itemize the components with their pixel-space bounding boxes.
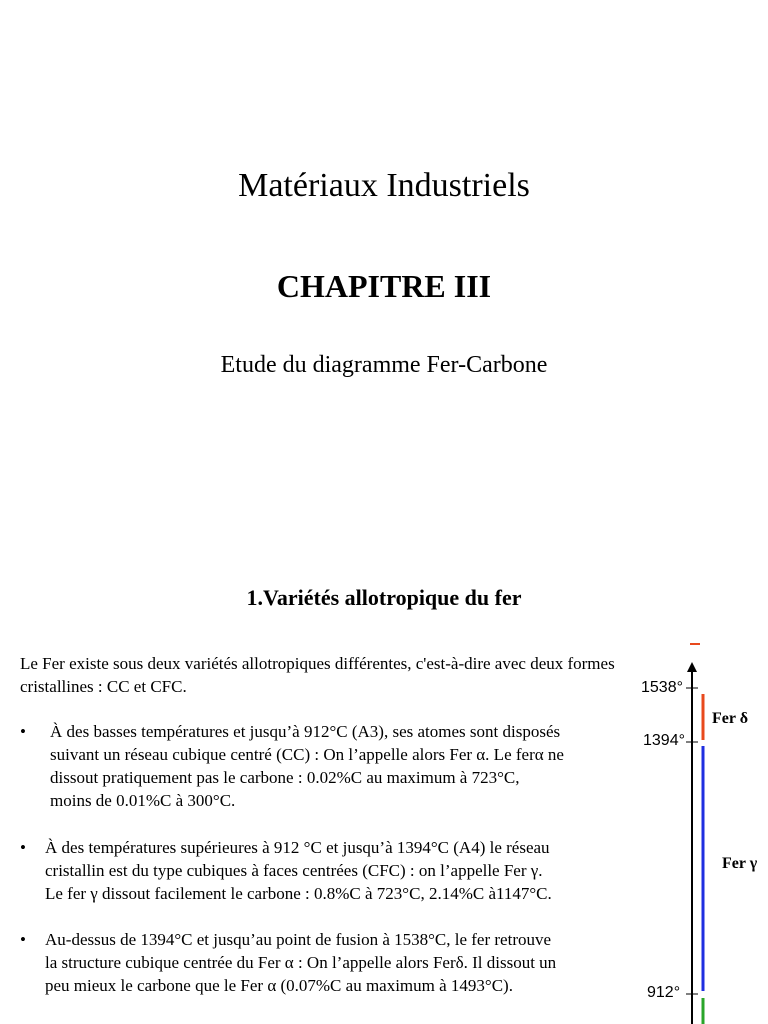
bullet-line: Au-dessus de 1394°C et jusqu’au point de fusion à 1538°C, le fer retrouve <box>45 930 552 949</box>
bullet-text <box>45 928 635 997</box>
axis-arrow-icon <box>687 662 697 672</box>
bullet-line: À des basses températures et jusqu’à 912°C (A3), ses atomes sont disposés <box>50 722 561 741</box>
bullet-text <box>50 720 640 812</box>
tick-label-1394: 1394° <box>643 732 685 749</box>
bullet-marker: • <box>20 838 26 857</box>
bullet-text <box>45 836 635 905</box>
bullet-line: cristallin est du type cubiques à faces centrées (CFC) : on l’appelle Fer γ. <box>45 861 543 880</box>
tick-label-1538: 1538° <box>641 679 683 696</box>
bullet-line: Le fer γ dissout facilement le carbone : 0.8%C à 723°C, 2.14%C à1147°C. <box>45 884 552 903</box>
phase-label-fer-delta: Fer δ <box>712 710 748 727</box>
bullet-line: À des températures supérieures à 912 °C et jusqu’à 1394°C (A4) le réseau <box>45 838 550 857</box>
chapter-subtitle: Etude du diagramme Fer-Carbone <box>220 352 548 378</box>
bullet-marker: • <box>20 722 26 741</box>
chapter-title: CHAPITRE III <box>276 268 492 304</box>
bullet-line: moins de 0.01%C à 300°C. <box>50 791 236 810</box>
intro-paragraph: Le Fer existe sous deux variétés allotropiques différentes, c'est-à-dire avec deux formes cristallines : CC et CFC. <box>20 654 615 696</box>
bullet-line: la structure cubique centrée du Fer α : On l’appelle alors Ferδ. Il dissout un <box>45 953 557 972</box>
bullet-line: peu mieux le carbone que le Fer α (0.07%C au maximum à 1493°C). <box>45 976 513 995</box>
phase-label-fer-gamma: Fer γ <box>722 855 758 872</box>
course-title: Matériaux Industriels <box>238 167 530 204</box>
tick-label-912: 912° <box>647 984 681 1001</box>
bullet-marker: • <box>20 930 26 949</box>
bullet-line: suivant un réseau cubique centré (CC) : On l’appelle alors Fer α. Le ferα ne <box>50 745 564 764</box>
section-title: 1.Variétés allotropique du fer <box>246 585 522 610</box>
bullet-line: dissout pratiquement pas le carbone : 0.02%C au maximum à 723°C, <box>50 768 520 787</box>
